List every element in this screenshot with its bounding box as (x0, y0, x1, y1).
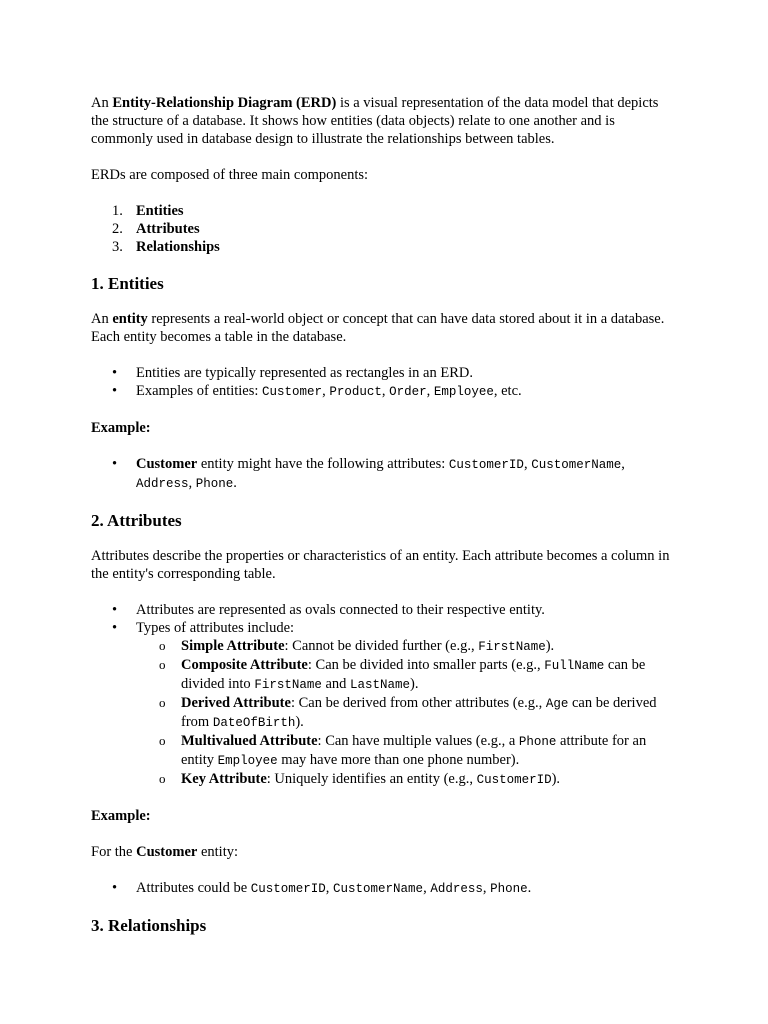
attributes-paragraph: Attributes describe the properties or characteristics of an entity. Each attribute becomes a column in the entity's corresponding table. (91, 548, 670, 582)
example-label: Example: (91, 808, 151, 824)
bullet-icon: • (112, 602, 118, 618)
list-item (91, 202, 678, 220)
list-item (136, 637, 678, 656)
sub-bullet-icon: o (159, 771, 166, 786)
code-term: Address (136, 477, 189, 491)
intro-paragraph (91, 94, 678, 148)
attribute-type-name: Key Attribute (181, 771, 267, 787)
separator: , (482, 880, 491, 896)
list-item (91, 619, 678, 789)
code-term: Employee (217, 754, 278, 768)
bullet-text: entity might have the following attributes: (197, 456, 449, 472)
bullet-text: can be divided into (181, 657, 646, 692)
components-intro: ERDs are composed of three main components: (91, 167, 369, 183)
code-term: Phone (490, 882, 528, 896)
entities-paragraph (91, 310, 678, 346)
bullet-text: can be derived from (181, 695, 657, 730)
bullet-text: may have more than one phone number). (277, 752, 520, 768)
code-term: FirstName (478, 640, 546, 654)
bullet-text: , etc. (493, 383, 522, 399)
code-term: Order (389, 385, 427, 399)
component-label: Attributes (136, 221, 200, 237)
separator: , (426, 383, 434, 399)
list-item (136, 732, 678, 770)
erd-term: Entity-Relationship Diagram (ERD) (112, 95, 337, 111)
bullet-icon: • (112, 880, 118, 896)
entity-term: Customer (136, 456, 198, 472)
attributes-example-list (91, 879, 678, 898)
example-label: Example: (91, 420, 151, 436)
separator: , (523, 456, 532, 472)
code-term: CustomerID (476, 773, 552, 787)
customer-entity-paragraph (91, 843, 678, 861)
intro-text: An (91, 95, 113, 111)
bullet-icon: • (112, 620, 118, 636)
attribute-type-name: Multivalued Attribute (181, 733, 318, 749)
entities-text: represents a real-world object or concept that can have data stored about it in a database. Each entity becomes a table in the database. (91, 311, 665, 345)
bullet-icon: • (112, 383, 118, 399)
components-list (91, 202, 678, 256)
list-item (136, 770, 678, 789)
section-heading-entities: 1. Entities (91, 274, 164, 293)
entities-text: An (91, 311, 113, 327)
list-number: 3. (112, 239, 123, 255)
code-term: Phone (195, 477, 234, 491)
bullet-text: ). (545, 638, 555, 654)
section-heading-attributes: 2. Attributes (91, 511, 182, 530)
separator: , (423, 880, 431, 896)
code-term: DateOfBirth (212, 716, 296, 730)
code-term: FullName (544, 659, 605, 673)
sub-bullet-icon: o (159, 657, 166, 672)
list-item (91, 455, 678, 493)
attribute-type-name: Composite Attribute (181, 657, 308, 673)
list-item (136, 694, 678, 732)
code-term: Phone (518, 735, 557, 749)
entities-bullet-list (91, 364, 678, 401)
list-item (136, 656, 678, 694)
bullet-text: and (321, 676, 351, 692)
code-term: FirstName (254, 678, 322, 692)
sub-bullet-icon: o (159, 638, 166, 653)
body-text: For the (91, 844, 137, 860)
component-label: Entities (136, 203, 184, 219)
attributes-bullet-list (91, 601, 678, 789)
attribute-type-name: Simple Attribute (181, 638, 285, 654)
code-term: CustomerID (448, 458, 524, 472)
list-number: 2. (112, 221, 123, 237)
bullet-text: ). (551, 771, 561, 787)
list-item (91, 601, 678, 619)
separator: , (188, 475, 196, 491)
bullet-text: attribute for an entity (181, 733, 647, 768)
bullet-text: : Can be derived from other attributes (e.g., (290, 695, 546, 711)
bullet-text: Attributes could be (136, 880, 251, 896)
bullet-text: . (527, 880, 532, 896)
list-item (91, 364, 678, 382)
intro-text: is a visual representation of the data model that depicts the structure of a database. It shows how entities (data objects) relate to one another and is commonly used in database design to illustrate the relationships between tables. (91, 95, 659, 147)
code-term: CustomerName (333, 882, 424, 896)
bullet-text: : Can be divided into smaller parts (e.g., (307, 657, 545, 673)
code-term: LastName (350, 678, 411, 692)
separator: , (381, 383, 390, 399)
code-term: Age (545, 697, 569, 711)
code-term: Customer (262, 385, 323, 399)
bullet-text: : Cannot be divided further (e.g., (284, 638, 479, 654)
bullet-text: Attributes are represented as ovals connected to their respective entity. (136, 602, 545, 618)
list-item (91, 382, 678, 401)
bullet-text: : Uniquely identifies an entity (e.g., (266, 771, 477, 787)
code-term: Employee (433, 385, 494, 399)
code-term: CustomerName (531, 458, 622, 472)
bullet-text: ). (295, 714, 304, 730)
separator: , (325, 880, 334, 896)
entity-term: entity (112, 311, 148, 327)
code-term: CustomerID (250, 882, 326, 896)
separator: , (322, 383, 330, 399)
bullet-text: Examples of entities: (136, 383, 263, 399)
list-item (91, 879, 678, 898)
attribute-types-list (136, 637, 678, 789)
list-number: 1. (112, 203, 123, 219)
component-label: Relationships (136, 239, 220, 255)
list-item (91, 220, 678, 238)
bullet-icon: • (112, 456, 118, 472)
bullet-text: ). (410, 676, 419, 692)
body-text: entity: (197, 844, 239, 860)
list-item (91, 238, 678, 256)
entity-term: Customer (136, 844, 198, 860)
code-term: Product (329, 385, 382, 399)
bullet-text: Types of attributes include: (136, 620, 295, 636)
section-heading-relationships: 3. Relationships (91, 916, 207, 935)
separator: , (621, 456, 625, 472)
entity-example-list (91, 455, 678, 493)
sub-bullet-icon: o (159, 733, 166, 748)
code-term: Address (430, 882, 483, 896)
attribute-type-name: Derived Attribute (181, 695, 291, 711)
bullet-text: . (233, 475, 237, 491)
sub-bullet-icon: o (159, 695, 166, 710)
bullet-text: Entities are typically represented as rectangles in an ERD. (136, 365, 473, 381)
bullet-icon: • (112, 365, 118, 381)
bullet-text: : Can have multiple values (e.g., a (317, 733, 519, 749)
